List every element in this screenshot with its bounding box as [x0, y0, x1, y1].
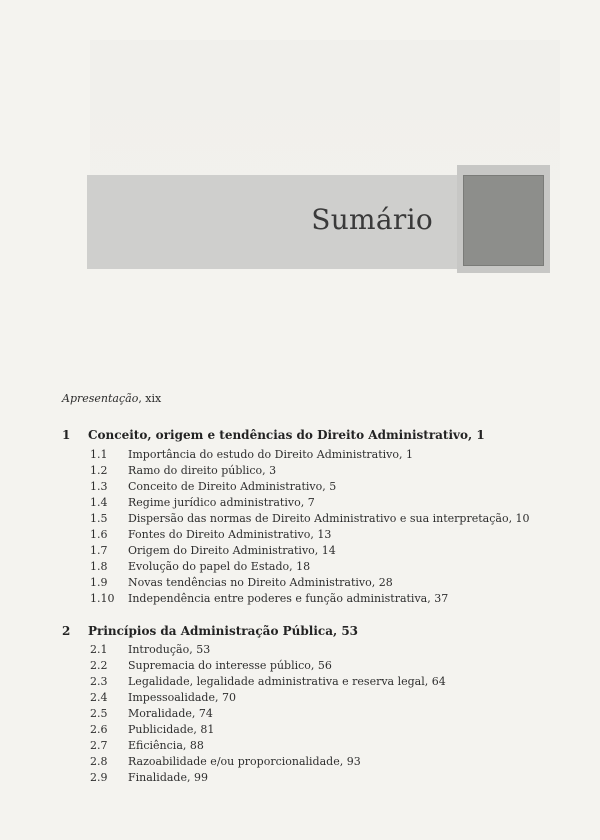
- toc-item[interactable]: [90, 592, 570, 605]
- item-title: Conceito de Direito Administrativo, 5: [128, 480, 337, 493]
- item-number: 1.6: [90, 528, 108, 541]
- item-title: Independência entre poderes e função administrativa, 37: [128, 592, 449, 605]
- item-title: Regime jurídico administrativo, 7: [128, 496, 315, 509]
- toc-item[interactable]: [90, 739, 570, 752]
- toc-item[interactable]: [90, 560, 570, 573]
- item-number: 2.1: [90, 643, 108, 656]
- chapter-number: 2: [62, 624, 71, 638]
- item-number: 2.3: [90, 675, 108, 688]
- toc-item[interactable]: [90, 659, 570, 672]
- item-number: 1.4: [90, 496, 108, 509]
- page-title: Sumário: [311, 203, 433, 236]
- chapter-heading[interactable]: [62, 428, 582, 442]
- item-title: Evolução do papel do Estado, 18: [128, 560, 311, 573]
- item-title: Ramo do direito público, 3: [128, 464, 277, 477]
- chapter-number: 1: [62, 428, 71, 442]
- item-title: Fontes do Direito Administrativo, 13: [128, 528, 332, 541]
- toc-item[interactable]: [90, 448, 570, 461]
- item-number: 2.8: [90, 755, 108, 768]
- item-title: Impessoalidade, 70: [128, 691, 236, 704]
- item-title: Supremacia do interesse público, 56: [128, 659, 332, 672]
- item-title: Dispersão das normas de Direito Administrativo e sua interpretação, 10: [128, 512, 530, 525]
- item-number: 2.7: [90, 739, 108, 752]
- intro-page: , xix: [138, 392, 162, 405]
- item-title: Novas tendências no Direito Administrativo, 28: [128, 576, 393, 589]
- item-number: 1.8: [90, 560, 108, 573]
- item-title: Legalidade, legalidade administrativa e reserva legal, 64: [128, 675, 446, 688]
- chapter-title: Princípios da Administração Pública, 53: [88, 624, 359, 638]
- item-number: 1.7: [90, 544, 108, 557]
- toc-item[interactable]: [90, 496, 570, 509]
- item-title: Publicidade, 81: [128, 723, 215, 736]
- item-number: 1.1: [90, 448, 108, 461]
- item-number: 1.2: [90, 464, 108, 477]
- item-number: 1.10: [90, 592, 115, 605]
- chapter-title: Conceito, origem e tendências do Direito Administrativo, 1: [88, 428, 485, 442]
- item-number: 1.9: [90, 576, 108, 589]
- toc-item[interactable]: [90, 643, 570, 656]
- item-number: 2.4: [90, 691, 108, 704]
- item-title: Origem do Direito Administrativo, 14: [128, 544, 336, 557]
- toc-item[interactable]: [90, 512, 570, 525]
- toc-intro-entry[interactable]: [62, 392, 161, 405]
- toc-item[interactable]: [90, 480, 570, 493]
- toc-item[interactable]: [90, 723, 570, 736]
- toc-item[interactable]: [90, 544, 570, 557]
- item-number: 2.9: [90, 771, 108, 784]
- toc-item[interactable]: [90, 675, 570, 688]
- item-title: Importância do estudo do Direito Administrativo, 1: [128, 448, 413, 461]
- item-title: Moralidade, 74: [128, 707, 213, 720]
- toc-item[interactable]: [90, 528, 570, 541]
- toc-item[interactable]: [90, 576, 570, 589]
- item-number: 2.6: [90, 723, 108, 736]
- chapter-heading[interactable]: [62, 624, 582, 638]
- toc-item[interactable]: [90, 691, 570, 704]
- item-title: Eficiência, 88: [128, 739, 204, 752]
- toc-item[interactable]: [90, 771, 570, 784]
- item-title: Introdução, 53: [128, 643, 211, 656]
- toc-item[interactable]: [90, 464, 570, 477]
- toc-item[interactable]: [90, 707, 570, 720]
- intro-label: Apresentação: [62, 392, 139, 405]
- item-title: Razoabilidade e/ou proporcionalidade, 93: [128, 755, 361, 768]
- item-number: 1.3: [90, 480, 108, 493]
- toc-item[interactable]: [90, 755, 570, 768]
- item-number: 2.2: [90, 659, 108, 672]
- item-title: Finalidade, 99: [128, 771, 208, 784]
- item-number: 2.5: [90, 707, 108, 720]
- item-number: 1.5: [90, 512, 108, 525]
